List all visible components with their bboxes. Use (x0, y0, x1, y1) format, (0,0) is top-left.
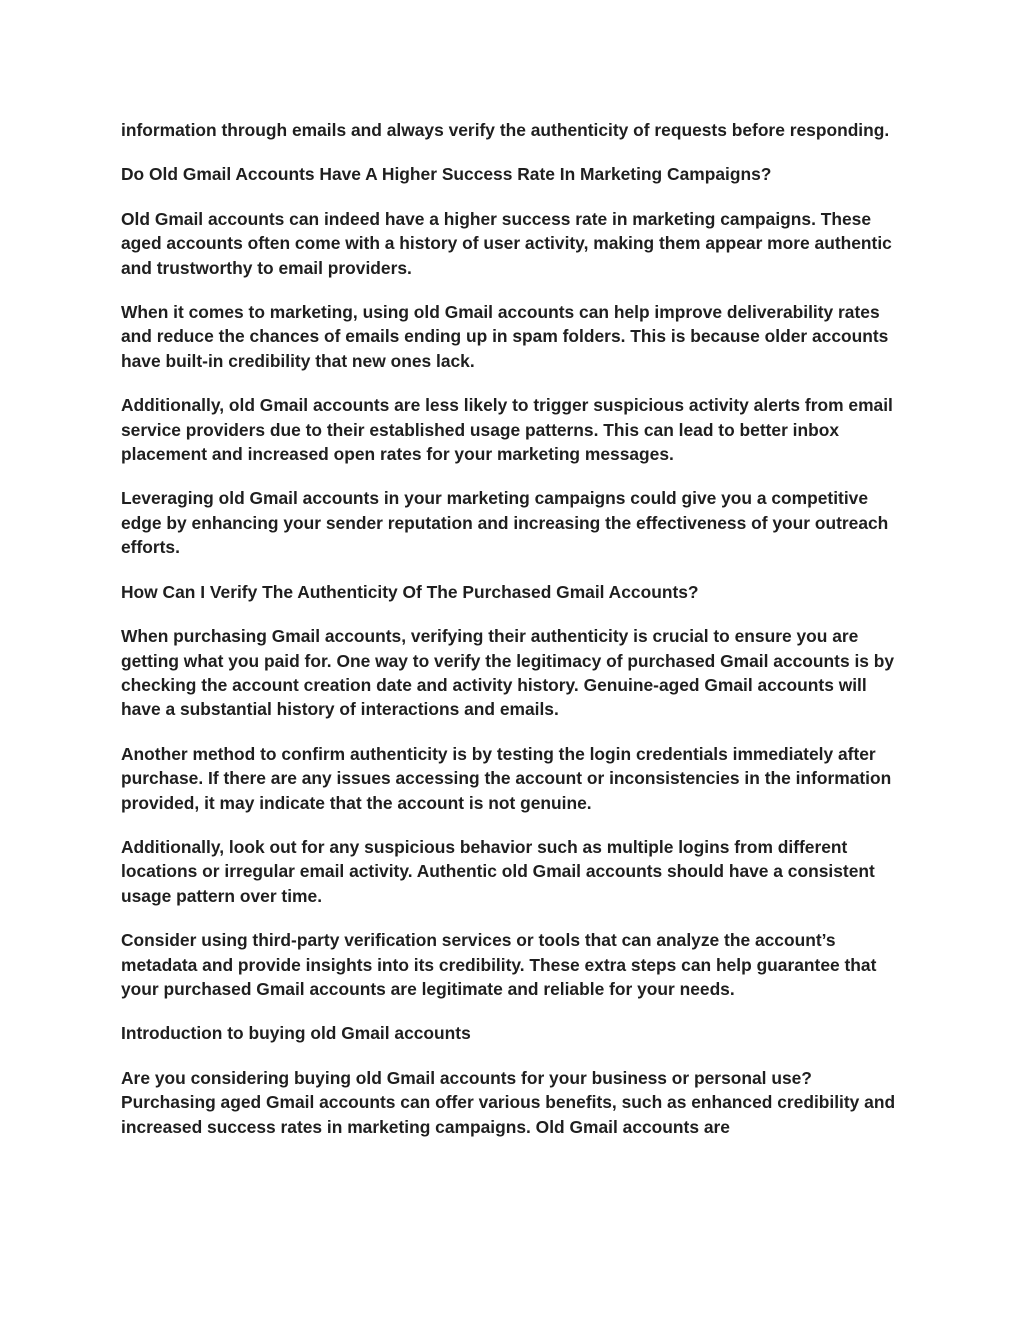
section-heading-introduction: Introduction to buying old Gmail accounts (121, 1023, 471, 1044)
paragraph: Old Gmail accounts can indeed have a higher success rate in marketing campaigns. These aged accounts often come with a history of user activity, making them appear more authentic and trustworthy to email providers. (121, 208, 892, 278)
paragraph-continuation: information through emails and always verify the authenticity of requests before responding. (121, 120, 890, 140)
question-heading-success-rate: Do Old Gmail Accounts Have A Higher Success Rate In Marketing Campaigns? (121, 164, 772, 185)
paragraph: Another method to confirm authenticity is by testing the login credentials immediately after purchase. If there are any issues accessing the account or inconsistencies in the information provided, it may indicate that the account is not genuine. (121, 743, 892, 813)
paragraph: Additionally, look out for any suspicious behavior such as multiple logins from different locations or irregular email activity. Authentic old Gmail accounts should have a consistent usage pattern over time. (121, 836, 875, 906)
paragraph: Are you considering buying old Gmail accounts for your business or personal use? Purchasing aged Gmail accounts can offer various benefits, such as enhanced credibility and increased success rates in marketing campaigns. Old Gmail accounts are (121, 1067, 896, 1137)
paragraph: Consider using third-party verification services or tools that can analyze the account’s metadata and provide insights into its credibility. These extra steps can help guarantee that your purchased Gmail accounts are legitimate and reliable for your needs. (121, 930, 877, 999)
paragraph: Leveraging old Gmail accounts in your marketing campaigns could give you a competitive edge by enhancing your sender reputation and increasing the effectiveness of your outreach efforts. (121, 488, 889, 558)
paragraph: When purchasing Gmail accounts, verifying their authenticity is crucial to ensure you are getting what you paid for. One way to verify the legitimacy of purchased Gmail accounts is by checking the account creation date and activity history. Genuine-aged Gmail accounts will have a substantial history of interactions and emails. (121, 626, 895, 720)
document-body (121, 118, 911, 1159)
question-heading-verify-authenticity: How Can I Verify The Authenticity Of The Purchased Gmail Accounts? (121, 581, 699, 602)
paragraph: When it comes to marketing, using old Gmail accounts can help improve deliverability rates and reduce the chances of emails ending up in spam folders. This is because older accounts have built-in credibility that new ones lack. (121, 302, 889, 371)
paragraph: Additionally, old Gmail accounts are less likely to trigger suspicious activity alerts from email service providers due to their established usage patterns. This can lead to better inbox placement and increased open rates for your marketing messages. (121, 395, 893, 465)
